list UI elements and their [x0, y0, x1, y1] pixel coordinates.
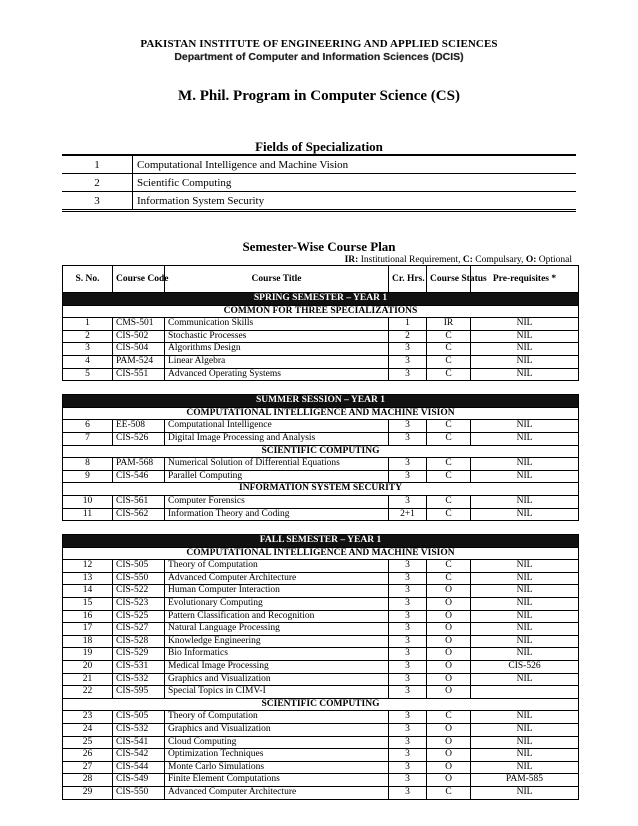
course-code: CMS-501 — [113, 318, 165, 331]
course-credits: 3 — [389, 420, 427, 433]
col-prereq-header: Pre-requisites * — [471, 266, 579, 293]
course-prereq: NIL — [471, 432, 579, 445]
course-sno: 9 — [63, 470, 113, 483]
course-row — [63, 648, 579, 661]
course-row — [63, 774, 579, 787]
course-sno: 12 — [63, 560, 113, 573]
course-status: C — [427, 786, 471, 799]
course-prereq: NIL — [471, 724, 579, 737]
course-sno: 21 — [63, 673, 113, 686]
semester-label: FALL SEMESTER – YEAR 1 — [63, 535, 579, 548]
course-sno: 24 — [63, 724, 113, 737]
col-credits-header: Cr. Hrs. — [389, 266, 427, 293]
course-row — [63, 420, 579, 433]
course-row — [63, 623, 579, 636]
specialization-label: COMMON FOR THREE SPECIALIZATIONS — [63, 305, 579, 318]
course-status: C — [427, 572, 471, 585]
program-title: M. Phil. Program in Computer Science (CS) — [178, 88, 460, 104]
institute-name: PAKISTAN INSTITUTE OF ENGINEERING AND APPLIED SCIENCES — [140, 38, 498, 50]
course-status: C — [427, 420, 471, 433]
course-prereq: NIL — [471, 673, 579, 686]
course-row — [63, 508, 579, 521]
course-code: CIS-504 — [113, 343, 165, 356]
course-credits: 3 — [389, 749, 427, 762]
course-code: CIS-550 — [113, 786, 165, 799]
course-credits: 3 — [389, 598, 427, 611]
course-sno: 13 — [63, 572, 113, 585]
course-status: C — [427, 330, 471, 343]
course-title: Medical Image Processing — [165, 661, 389, 674]
course-status: O — [427, 673, 471, 686]
course-row — [63, 368, 579, 381]
course-plan-table — [62, 265, 579, 800]
specialization-label: COMPUTATIONAL INTELLIGENCE AND MACHINE VISION — [63, 547, 579, 560]
field-row — [62, 155, 576, 174]
course-credits: 1 — [389, 318, 427, 331]
course-row — [63, 761, 579, 774]
course-title: Cloud Computing — [165, 736, 389, 749]
section-gap — [63, 381, 579, 395]
course-row — [63, 495, 579, 508]
course-code: CIS-562 — [113, 508, 165, 521]
course-title: Theory of Computation — [165, 711, 389, 724]
course-sno: 27 — [63, 761, 113, 774]
course-title: Pattern Classification and Recognition — [165, 610, 389, 623]
field-number: 2 — [62, 174, 133, 192]
course-prereq: NIL — [471, 749, 579, 762]
course-row — [63, 736, 579, 749]
specialization-row — [63, 547, 579, 560]
course-status: O — [427, 623, 471, 636]
course-title: Monte Carlo Simulations — [165, 761, 389, 774]
course-status: O — [427, 736, 471, 749]
course-title: Digital Image Processing and Analysis — [165, 432, 389, 445]
course-credits: 3 — [389, 761, 427, 774]
course-title: Advanced Computer Architecture — [165, 786, 389, 799]
course-status: O — [427, 661, 471, 674]
status-legend: IR: Institutional Requirement, C: Compulsary, O: Optional — [344, 255, 572, 265]
specialization-row — [63, 483, 579, 496]
semester-row — [63, 395, 579, 408]
course-row — [63, 470, 579, 483]
field-name: Scientific Computing — [133, 174, 577, 192]
course-prereq: NIL — [471, 318, 579, 331]
specialization-label: INFORMATION SYSTEM SECURITY — [63, 483, 579, 496]
department-name: Department of Computer and Information Sciences (DCIS) — [174, 51, 464, 63]
course-row — [63, 786, 579, 799]
course-credits: 3 — [389, 495, 427, 508]
course-title: Natural Language Processing — [165, 623, 389, 636]
course-credits: 3 — [389, 470, 427, 483]
field-row — [62, 174, 576, 192]
course-credits: 2+1 — [389, 508, 427, 521]
course-prereq: NIL — [471, 572, 579, 585]
course-status: C — [427, 432, 471, 445]
course-row — [63, 610, 579, 623]
course-credits: 3 — [389, 623, 427, 636]
course-row — [63, 572, 579, 585]
course-title: Numerical Solution of Differential Equations — [165, 458, 389, 471]
field-name: Computational Intelligence and Machine Vision — [133, 155, 577, 174]
course-credits: 3 — [389, 560, 427, 573]
course-status: O — [427, 598, 471, 611]
col-sno-header: S. No. — [63, 266, 113, 293]
course-credits: 3 — [389, 673, 427, 686]
course-prereq: NIL — [471, 761, 579, 774]
course-sno: 14 — [63, 585, 113, 598]
course-prereq: NIL — [471, 420, 579, 433]
course-code: CIS-525 — [113, 610, 165, 623]
course-prereq: PAM-585 — [471, 774, 579, 787]
course-code: CIS-505 — [113, 560, 165, 573]
course-status: O — [427, 648, 471, 661]
course-row — [63, 318, 579, 331]
course-code: CIS-546 — [113, 470, 165, 483]
fields-table — [62, 154, 576, 212]
course-prereq: NIL — [471, 343, 579, 356]
course-sno: 10 — [63, 495, 113, 508]
course-prereq — [471, 686, 579, 699]
course-code: CIS-551 — [113, 368, 165, 381]
course-code: CIS-527 — [113, 623, 165, 636]
course-prereq: NIL — [471, 330, 579, 343]
col-status-header: Course Status — [427, 266, 471, 293]
course-title: Special Topics in CIMV-I — [165, 686, 389, 699]
course-sno: 22 — [63, 686, 113, 699]
course-code: CIS-522 — [113, 585, 165, 598]
course-sno: 16 — [63, 610, 113, 623]
course-title: Advanced Operating Systems — [165, 368, 389, 381]
specialization-row — [63, 445, 579, 458]
course-title: Graphics and Visualization — [165, 724, 389, 737]
course-sno: 29 — [63, 786, 113, 799]
col-code-header: Course Code — [113, 266, 165, 293]
course-status: IR — [427, 318, 471, 331]
fields-title: Fields of Specialization — [255, 139, 383, 154]
course-sno: 25 — [63, 736, 113, 749]
course-sno: 26 — [63, 749, 113, 762]
course-credits: 3 — [389, 432, 427, 445]
course-title: Parallel Computing — [165, 470, 389, 483]
plan-title: Semester-Wise Course Plan — [242, 239, 396, 254]
course-credits: 3 — [389, 724, 427, 737]
course-code: CIS-526 — [113, 432, 165, 445]
specialization-label: COMPUTATIONAL INTELLIGENCE AND MACHINE VISION — [63, 407, 579, 420]
course-title: Optimization Techniques — [165, 749, 389, 762]
course-code: CIS-544 — [113, 761, 165, 774]
course-row — [63, 724, 579, 737]
course-sno: 8 — [63, 458, 113, 471]
course-row — [63, 355, 579, 368]
course-title: Knowledge Engineering — [165, 635, 389, 648]
course-status: O — [427, 749, 471, 762]
course-status: C — [427, 470, 471, 483]
course-status: O — [427, 686, 471, 699]
course-credits: 3 — [389, 610, 427, 623]
course-prereq: NIL — [471, 736, 579, 749]
course-prereq: NIL — [471, 786, 579, 799]
course-code: CIS-529 — [113, 648, 165, 661]
course-status: C — [427, 560, 471, 573]
course-title: Stochastic Processes — [165, 330, 389, 343]
plan-header-row — [63, 266, 579, 293]
course-prereq: NIL — [471, 610, 579, 623]
course-credits: 3 — [389, 355, 427, 368]
course-status: C — [427, 508, 471, 521]
course-title: Bio Informatics — [165, 648, 389, 661]
course-status: C — [427, 458, 471, 471]
course-code: PAM-568 — [113, 458, 165, 471]
course-code: CIS-532 — [113, 724, 165, 737]
section-gap — [63, 521, 579, 535]
course-status: O — [427, 585, 471, 598]
course-title: Advanced Computer Architecture — [165, 572, 389, 585]
specialization-row — [63, 407, 579, 420]
course-sno: 2 — [63, 330, 113, 343]
course-prereq: NIL — [471, 623, 579, 636]
course-code: CIS-528 — [113, 635, 165, 648]
specialization-row — [63, 305, 579, 318]
course-sno: 20 — [63, 661, 113, 674]
field-row — [62, 192, 576, 211]
course-code: EE-508 — [113, 420, 165, 433]
course-credits: 2 — [389, 330, 427, 343]
course-sno: 18 — [63, 635, 113, 648]
course-title: Finite Element Computations — [165, 774, 389, 787]
course-row — [63, 711, 579, 724]
course-title: Communication Skills — [165, 318, 389, 331]
course-code: CIS-505 — [113, 711, 165, 724]
course-sno: 7 — [63, 432, 113, 445]
course-row — [63, 635, 579, 648]
gap-cell — [63, 381, 579, 395]
semester-label: SPRING SEMESTER – YEAR 1 — [63, 293, 579, 306]
course-status: O — [427, 610, 471, 623]
course-prereq: NIL — [471, 560, 579, 573]
course-credits: 3 — [389, 774, 427, 787]
course-credits: 3 — [389, 661, 427, 674]
course-title: Evolutionary Computing — [165, 598, 389, 611]
course-row — [63, 432, 579, 445]
course-sno: 17 — [63, 623, 113, 636]
course-row — [63, 343, 579, 356]
course-status: O — [427, 774, 471, 787]
field-number: 1 — [62, 155, 133, 174]
course-code: CIS-550 — [113, 572, 165, 585]
course-sno: 23 — [63, 711, 113, 724]
course-sno: 1 — [63, 318, 113, 331]
course-credits: 3 — [389, 585, 427, 598]
course-prereq: NIL — [471, 495, 579, 508]
course-row — [63, 673, 579, 686]
course-row — [63, 560, 579, 573]
course-credits: 3 — [389, 635, 427, 648]
course-title: Computer Forensics — [165, 495, 389, 508]
course-title: Graphics and Visualization — [165, 673, 389, 686]
course-status: O — [427, 761, 471, 774]
course-code: PAM-524 — [113, 355, 165, 368]
course-row — [63, 686, 579, 699]
course-code: CIS-561 — [113, 495, 165, 508]
course-prereq: NIL — [471, 711, 579, 724]
course-credits: 3 — [389, 786, 427, 799]
course-prereq: NIL — [471, 648, 579, 661]
course-credits: 3 — [389, 458, 427, 471]
course-code: CIS-549 — [113, 774, 165, 787]
course-prereq: NIL — [471, 585, 579, 598]
course-credits: 3 — [389, 711, 427, 724]
course-code: CIS-595 — [113, 686, 165, 699]
course-prereq: NIL — [471, 470, 579, 483]
course-title: Information Theory and Coding — [165, 508, 389, 521]
course-title: Linear Algebra — [165, 355, 389, 368]
specialization-label: SCIENTIFIC COMPUTING — [63, 445, 579, 458]
course-sno: 5 — [63, 368, 113, 381]
course-credits: 3 — [389, 736, 427, 749]
field-name: Information System Security — [133, 192, 577, 211]
course-credits: 3 — [389, 686, 427, 699]
course-sno: 3 — [63, 343, 113, 356]
gap-cell — [63, 521, 579, 535]
course-sno: 19 — [63, 648, 113, 661]
field-number: 3 — [62, 192, 133, 211]
course-row — [63, 585, 579, 598]
course-code: CIS-523 — [113, 598, 165, 611]
course-credits: 3 — [389, 368, 427, 381]
course-sno: 6 — [63, 420, 113, 433]
course-credits: 3 — [389, 572, 427, 585]
course-status: C — [427, 495, 471, 508]
course-title: Human Computer Interaction — [165, 585, 389, 598]
course-title: Computational Intelligence — [165, 420, 389, 433]
course-code: CIS-541 — [113, 736, 165, 749]
course-sno: 28 — [63, 774, 113, 787]
course-sno: 15 — [63, 598, 113, 611]
course-title: Theory of Computation — [165, 560, 389, 573]
course-prereq: CIS-526 — [471, 661, 579, 674]
course-status: C — [427, 711, 471, 724]
semester-label: SUMMER SESSION – YEAR 1 — [63, 395, 579, 408]
course-prereq: NIL — [471, 598, 579, 611]
col-title-header: Course Title — [165, 266, 389, 293]
course-row — [63, 749, 579, 762]
course-status: C — [427, 355, 471, 368]
course-prereq: NIL — [471, 368, 579, 381]
course-credits: 3 — [389, 648, 427, 661]
semester-row — [63, 293, 579, 306]
course-sno: 11 — [63, 508, 113, 521]
course-sno: 4 — [63, 355, 113, 368]
course-prereq: NIL — [471, 355, 579, 368]
specialization-row — [63, 698, 579, 711]
course-status: O — [427, 635, 471, 648]
course-status: C — [427, 368, 471, 381]
specialization-label: SCIENTIFIC COMPUTING — [63, 698, 579, 711]
course-code: CIS-531 — [113, 661, 165, 674]
course-prereq: NIL — [471, 458, 579, 471]
course-credits: 3 — [389, 343, 427, 356]
course-row — [63, 598, 579, 611]
course-code: CIS-532 — [113, 673, 165, 686]
course-status: O — [427, 724, 471, 737]
course-code: CIS-502 — [113, 330, 165, 343]
course-row — [63, 661, 579, 674]
course-row — [63, 458, 579, 471]
course-code: CIS-542 — [113, 749, 165, 762]
course-row — [63, 330, 579, 343]
course-prereq: NIL — [471, 508, 579, 521]
course-status: C — [427, 343, 471, 356]
course-prereq: NIL — [471, 635, 579, 648]
course-title: Algorithms Design — [165, 343, 389, 356]
semester-row — [63, 535, 579, 548]
